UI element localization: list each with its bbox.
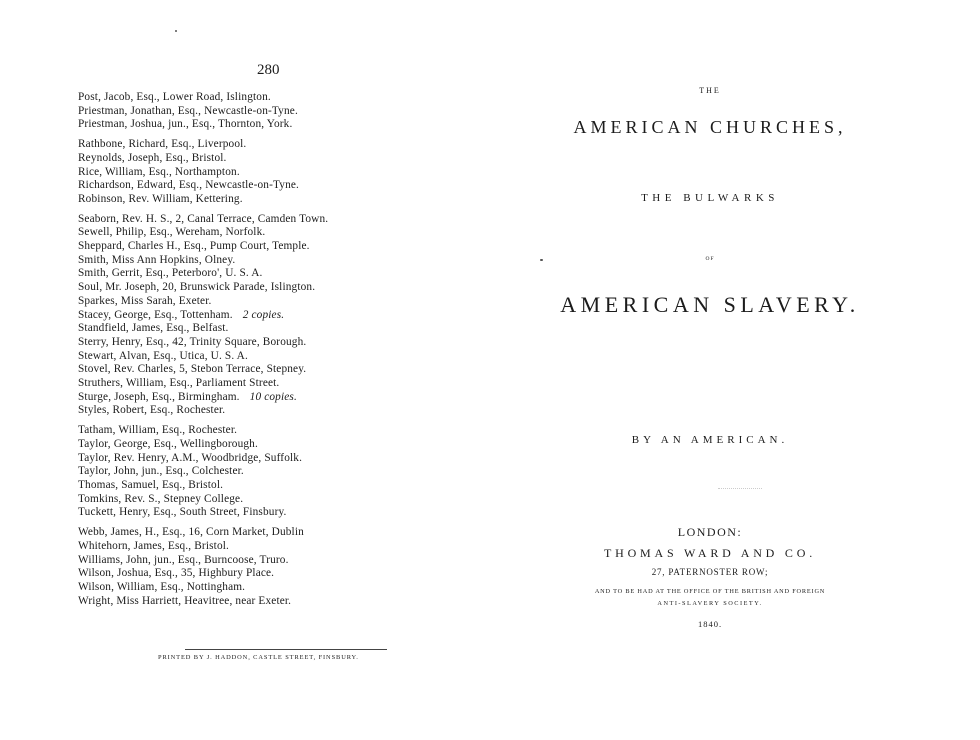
subscriber-entry (78, 438, 418, 452)
subscriber-entry (78, 526, 418, 540)
subscriber-entry (78, 363, 418, 377)
subscriber-entry (78, 166, 418, 180)
subscriber-text: Stovel, Rev. Charles, 5, Stebon Terrace, Stepney. (78, 363, 307, 376)
subscriber-text: Post, Jacob, Esq., Lower Road, Islington. (78, 91, 271, 103)
subscriber-entry (78, 226, 418, 240)
subscriber-text: Robinson, Rev. William, Kettering. (78, 192, 243, 205)
subscriber-text: Sturge, Joseph, Esq., Birmingham. (78, 390, 240, 403)
imprint-year: 1840. (697, 619, 723, 629)
subscriber-text: Smith, Miss Ann Hopkins, Olney. (78, 253, 236, 266)
subscriber-entry (78, 152, 418, 166)
subscriber-text: Taylor, George, Esq., Wellingborough. (78, 437, 258, 450)
imprint-society: ANTI-SLAVERY SOCIETY. (657, 600, 763, 607)
subscriber-entry (78, 540, 418, 554)
subscriber-text: Tatham, William, Esq., Rochester. (78, 424, 238, 437)
subscriber-text: Reynolds, Joseph, Esq., Bristol. (78, 151, 227, 164)
subscriber-entry (78, 138, 418, 152)
title-the: THE (699, 86, 721, 95)
subscriber-entry (78, 336, 418, 350)
subscriber-text: Styles, Robert, Esq., Rochester. (78, 404, 226, 417)
subscriber-text: Webb, James, H., Esq., 16, Corn Market, Dublin (78, 526, 304, 539)
byline: BY AN AMERICAN. (631, 434, 789, 446)
subscriber-entry (78, 254, 418, 268)
subscriber-text: Stacey, George, Esq., Tottenham. (78, 308, 233, 321)
subscriber-group (78, 526, 418, 608)
subscriber-entry (78, 179, 418, 193)
title-american-churches: AMERICAN CHURCHES, (573, 117, 847, 137)
title-the-bulwarks: THE BULWARKS (641, 192, 779, 204)
subscriber-entry (78, 281, 418, 295)
faint-divider (718, 488, 762, 489)
subscriber-text: Tomkins, Rev. S., Stepney College. (78, 492, 244, 505)
subscriber-entry (78, 240, 418, 254)
subscriber-text: Struthers, William, Esq., Parliament Street. (78, 377, 280, 390)
subscriber-text: Sterry, Henry, Esq., 42, Trinity Square, Borough. (78, 335, 307, 348)
subscriber-entry (78, 506, 418, 520)
subscriber-group (78, 424, 418, 520)
subscriber-entry (78, 350, 418, 364)
subscriber-text: Wilson, Joshua, Esq., 35, Highbury Place. (78, 567, 275, 580)
paper-speck (175, 30, 177, 32)
subscriber-text: Standfield, James, Esq., Belfast. (78, 322, 229, 335)
subscriber-text: Priestman, Joshua, jun., Esq., Thornton, York. (78, 118, 293, 131)
subscriber-entry (78, 295, 418, 309)
subscriber-text: Rice, William, Esq., Northampton. (78, 165, 240, 178)
subscriber-entry (78, 493, 418, 507)
subscriber-entry (78, 424, 418, 438)
subscriber-text: Whitehorn, James, Esq., Bristol. (78, 539, 230, 552)
imprint-publisher: THOMAS WARD AND CO. (604, 546, 816, 560)
subscriber-entry (78, 595, 418, 609)
subscriber-text: Smith, Gerrit, Esq., Peterboro', U. S. A. (78, 267, 263, 280)
subscriber-entry (78, 391, 418, 405)
printer-imprint: PRINTED BY J. HADDON, CASTLE STREET, FINSBURY. (158, 654, 359, 661)
imprint-sold-at: AND TO BE HAD AT THE OFFICE OF THE BRITISH AND FOREIGN (594, 588, 826, 595)
imprint-address: 27, PATERNOSTER ROW; (651, 567, 769, 577)
subscriber-entry (78, 267, 418, 281)
footer-rule (185, 649, 387, 650)
subscriber-group (78, 213, 418, 419)
subscriber-text: Wright, Miss Harriett, Heavitree, near Exeter. (78, 594, 292, 607)
page-number: 280 (257, 62, 280, 78)
subscriber-entry (78, 105, 418, 119)
subscriber-entry (78, 322, 418, 336)
subscriber-entry (78, 465, 418, 479)
subscriber-text: Wilson, William, Esq., Nottingham. (78, 580, 246, 593)
subscriber-entry (78, 309, 418, 323)
subscriber-entry (78, 377, 418, 391)
subscriber-text: Taylor, John, jun., Esq., Colchester. (78, 465, 244, 478)
title-american-slavery: AMERICAN SLAVERY. (560, 292, 860, 317)
subscriber-entry (78, 213, 418, 227)
subscriber-entry (78, 554, 418, 568)
subscriber-text: Rathbone, Richard, Esq., Liverpool. (78, 138, 247, 151)
subscriber-text: Taylor, Rev. Henry, A.M., Woodbridge, Suffolk. (78, 451, 303, 464)
subscriber-group (78, 91, 418, 132)
paper-speck (540, 259, 543, 261)
subscriber-entry (78, 567, 418, 581)
subscriber-entry (78, 118, 418, 132)
subscriber-text: Williams, John, jun., Esq., Burncoose, Truro. (78, 553, 289, 566)
subscriber-entry (78, 404, 418, 418)
subscriber-list (78, 91, 418, 614)
subscriber-text: Soul, Mr. Joseph, 20, Brunswick Parade, Islington. (78, 281, 316, 294)
subscriber-entry (78, 91, 418, 105)
title-of: OF (705, 256, 715, 262)
subscriber-text: Richardson, Edward, Esq., Newcastle-on-Tyne. (78, 179, 300, 192)
subscriber-text: Sheppard, Charles H., Esq., Pump Court, Temple. (78, 240, 310, 253)
copies-note: 2 copies. (242, 308, 285, 321)
subscriber-entry (78, 581, 418, 595)
subscriber-entry (78, 479, 418, 493)
subscriber-entry (78, 193, 418, 207)
subscriber-text: Stewart, Alvan, Esq., Utica, U. S. A. (78, 349, 248, 362)
subscriber-text: Priestman, Jonathan, Esq., Newcastle-on-Tyne. (78, 104, 298, 117)
subscriber-text: Thomas, Samuel, Esq., Bristol. (78, 478, 224, 491)
subscriber-text: Seaborn, Rev. H. S., 2, Canal Terrace, Camden Town. (78, 212, 329, 225)
subscriber-text: Sparkes, Miss Sarah, Exeter. (78, 294, 212, 307)
subscriber-text: Tuckett, Henry, Esq., South Street, Finsbury. (78, 506, 287, 519)
imprint-city: LONDON: (677, 525, 743, 539)
copies-note: 10 copies. (249, 390, 297, 403)
subscriber-group (78, 138, 418, 207)
subscriber-entry (78, 452, 418, 466)
subscriber-text: Sewell, Philip, Esq., Wereham, Norfolk. (78, 226, 266, 239)
